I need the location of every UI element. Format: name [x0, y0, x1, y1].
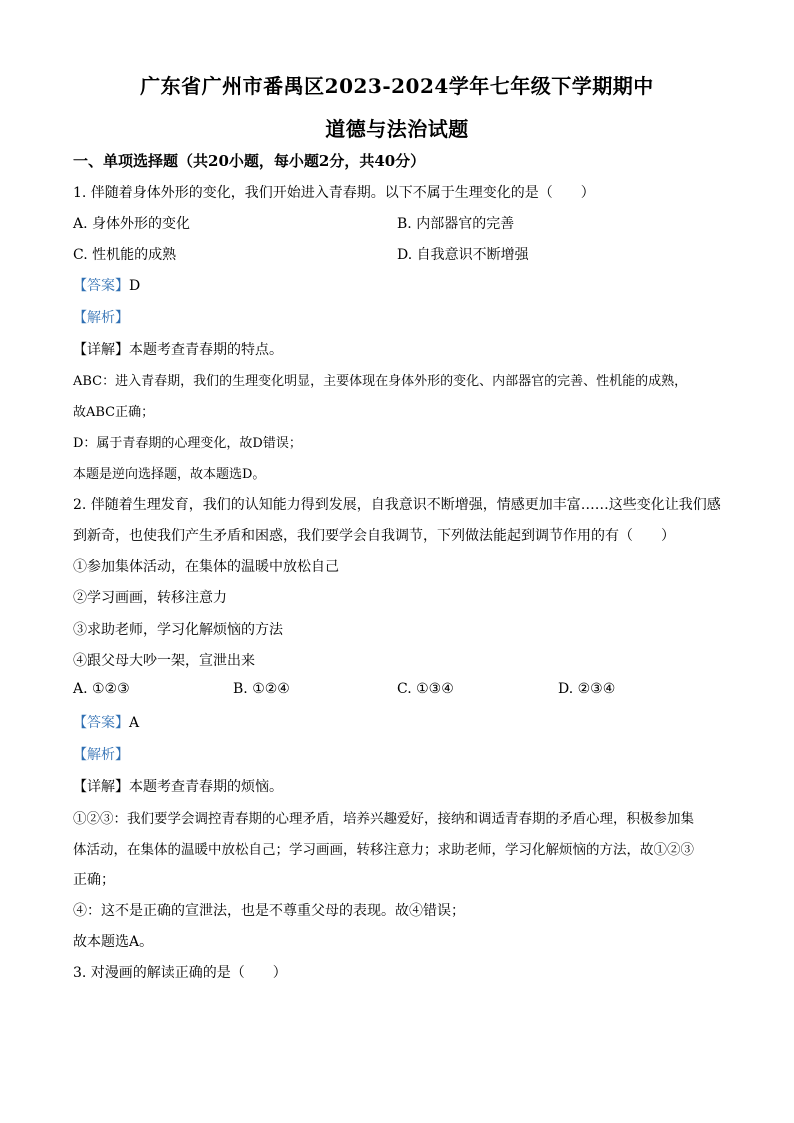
- q2-item-3: ③求助老师，学习化解烦恼的方法: [73, 622, 283, 638]
- q2-explanation-line: 体活动，在集体的温暖中放松自己；学习画画，转移注意力；求助老师，学习化解烦恼的方法，故①②③: [73, 842, 694, 858]
- q1-explanation-line: ABC：进入青春期，我们的生理变化明显，主要体现在身体外形的变化、内部器官的完善、性机能的成熟，: [73, 374, 688, 389]
- q2-explanation-line: ①②③：我们要学会调控青春期的心理矛盾，培养兴趣爱好，接纳和调适青春期的矛盾心理，积极参加集: [73, 811, 694, 827]
- q1-analysis-tag: [73, 307, 129, 327]
- q2-item-1: ①参加集体活动，在集体的温暖中放松自己: [73, 559, 339, 575]
- q2-detail-row: [73, 776, 283, 796]
- q1-answer-row: [73, 275, 140, 295]
- q2-analysis-label: 【解析】: [73, 747, 129, 763]
- q2-option-c: C. ①③④: [397, 681, 454, 697]
- q2-explanation-line: 正确；: [73, 872, 115, 888]
- q2-stem-line1: 2. 伴随着生理发育，我们的认知能力得到发展，自我意识不断增强，情感更加丰富……这些变化让我们感: [73, 497, 721, 513]
- q2-analysis-tag: [73, 744, 129, 764]
- q1-analysis-label: 【解析】: [73, 310, 129, 326]
- q1-explanation-line: D：属于青春期的心理变化，故D错误；: [73, 436, 302, 451]
- q2-explanation-line: ④：这不是正确的宣泄法，也是不尊重父母的表现。故④错误；: [73, 903, 465, 919]
- q2-item-4: ④跟父母大吵一架，宣泄出来: [73, 653, 255, 669]
- exam-subtitle: 道德与法治试题: [325, 117, 469, 141]
- q1-option-c: C. 性机能的成熟: [73, 247, 177, 263]
- q2-answer-row: [73, 712, 139, 732]
- q2-answer: A: [129, 715, 140, 731]
- q2-detail: 本题考查青春期的烦恼。: [129, 779, 283, 795]
- q1-explanation-line: 故ABC正确；: [73, 405, 155, 420]
- q1-answer-tag: 【答案】: [73, 278, 129, 294]
- q2-item-2: ②学习画画，转移注意力: [73, 590, 227, 606]
- q2-detail-tag: 【详解】: [73, 779, 129, 795]
- q1-detail-tag: 【详解】: [73, 342, 129, 358]
- q1-answer: D: [129, 278, 141, 294]
- q1-explanation-line: 本题是逆向选择题，故本题选D。: [73, 467, 266, 482]
- q2-option-b: B. ①②④: [233, 681, 290, 697]
- q2-option-d: D. ②③④: [558, 681, 616, 697]
- q2-option-a: A. ①②③: [73, 681, 130, 697]
- q1-option-d: D. 自我意识不断增强: [397, 247, 529, 263]
- q2-answer-tag: 【答案】: [73, 715, 129, 731]
- section-heading: 一、单项选择题（共20小题，每小题2分，共40分）: [73, 152, 426, 170]
- q1-option-a: A. 身体外形的变化: [73, 216, 191, 232]
- q3-stem: 3. 对漫画的解读正确的是（ ）: [73, 965, 287, 981]
- q1-stem: 1. 伴随着身体外形的变化，我们开始进入青春期。以下不属于生理变化的是（ ）: [73, 185, 595, 201]
- q2-explanation-line: 故本题选A。: [73, 934, 154, 950]
- q1-option-b: B. 内部器官的完善: [397, 216, 515, 232]
- exam-title: 广东省广州市番禺区2023-2024学年七年级下学期期中: [140, 74, 654, 98]
- q2-stem-line2: 到新奇，也使我们产生矛盾和困惑，我们要学会自我调节，下列做法能起到调节作用的有（ ）: [73, 528, 675, 544]
- q1-detail-row: [73, 339, 283, 359]
- q1-detail: 本题考查青春期的特点。: [129, 342, 283, 358]
